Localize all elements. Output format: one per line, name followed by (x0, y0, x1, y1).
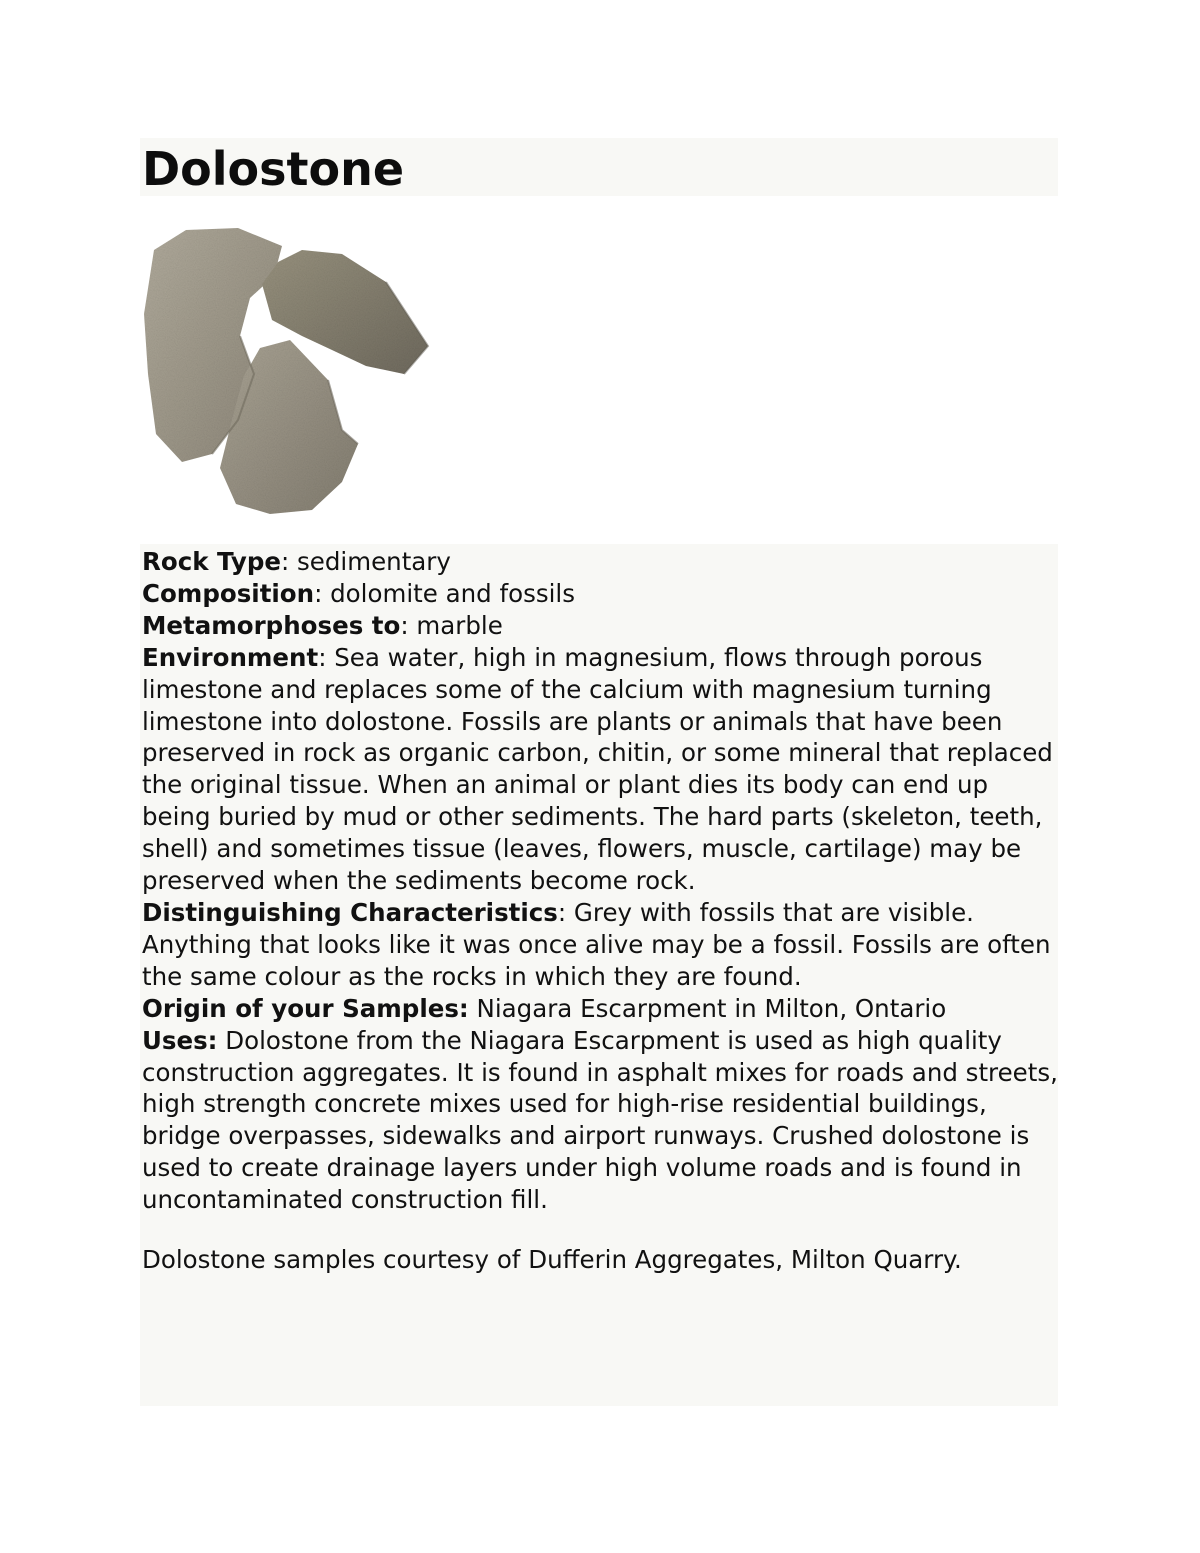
composition-label: Composition (142, 578, 315, 608)
origin-value: Niagara Escarpment in Milton, Ontario (468, 993, 947, 1023)
uses-value: Dolostone from the Niagara Escarpment is used as high quality construction aggregates. It is found in asphalt mixes for roads and streets, high strength concrete mixes used for high-rise residential buildings, bridge overpasses, sidewalks and airport runways. Crushed dolostone is used to create drainage layers under high volume roads and is found in uncontaminated construction fill. (142, 1025, 1058, 1215)
rock-type-label: Rock Type (142, 547, 281, 576)
distinguishing-value: : Grey with fossils that are visible. Anything that looks like it was once alive may be a fossil. Fossils are often the same colour as the rocks in which they are found. (142, 897, 1051, 991)
paragraph-gap (142, 1216, 1060, 1244)
composition-line (142, 578, 1060, 610)
dolostone-rocks-photo (142, 224, 438, 520)
rock-type-value: : sedimentary (280, 547, 451, 576)
uses-label: Uses: (142, 1025, 218, 1055)
environment-value: : Sea water, high in magnesium, flows through porous limestone and replaces some of the calcium with magnesium turning limestone into dolostone. Fossils are plants or animals that have been preserved in rock as organic carbon, chitin, or some mineral that replaced the original tissue. When an animal or plant dies its body can end up being buried by mud or other sediments. The hard parts (skeleton, teeth, shell) and sometimes tissue (leaves, flowers, muscle, cartilage) may be preserved when the sediments become rock. (142, 642, 1053, 896)
environment-line (142, 642, 1060, 897)
rock-illustration (142, 224, 438, 520)
page-title: Dolostone (142, 142, 405, 196)
metamorphoses-value: : marble (400, 610, 503, 640)
uses-line (142, 1025, 1060, 1216)
rock-type-line (142, 546, 1060, 578)
composition-value: : dolomite and fossils (314, 578, 576, 608)
credit-line: Dolostone samples courtesy of Dufferin Aggregates, Milton Quarry. (142, 1245, 962, 1275)
distinguishing-label: Distinguishing Characteristics (142, 897, 558, 927)
metamorphoses-label: Metamorphoses to (142, 610, 401, 640)
distinguishing-line (142, 897, 1060, 993)
rock-description (142, 546, 1060, 1276)
origin-label: Origin of your Samples: (142, 993, 469, 1023)
metamorphoses-line (142, 610, 1060, 642)
environment-label: Environment (142, 642, 319, 672)
origin-line (142, 993, 1060, 1025)
